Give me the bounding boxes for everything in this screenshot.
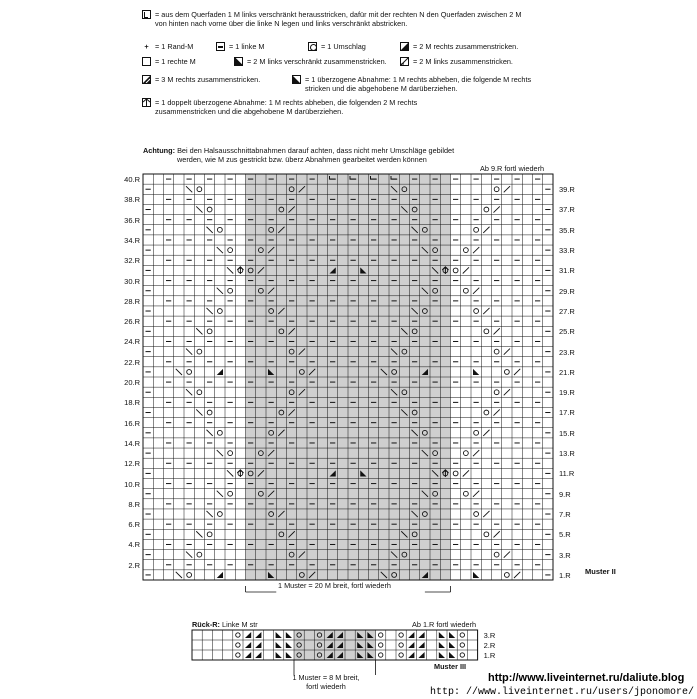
yarn-over-symbol <box>474 227 479 232</box>
k2tog-symbol <box>217 369 223 375</box>
rueck-note <box>192 620 258 629</box>
legend-text: = 1 linke M <box>229 42 265 51</box>
row-label: 32.R <box>124 256 140 266</box>
yarn-over-symbol <box>463 491 468 496</box>
muster-ii-label: Muster II <box>585 567 616 576</box>
yarn-over-symbol <box>197 187 202 192</box>
row-label: 19.R <box>559 388 575 398</box>
row-label: 18.R <box>124 398 140 408</box>
k2tog-symbol <box>245 642 251 648</box>
decrease-line-symbol <box>186 552 192 558</box>
decrease-line-symbol <box>227 267 233 273</box>
yarn-over-symbol <box>399 633 403 637</box>
ssk-symbol <box>439 642 445 648</box>
yarn-over-symbol <box>228 491 233 496</box>
yarn-over-symbol <box>228 451 233 456</box>
row-label: 40.R <box>124 175 140 184</box>
k2tog-symbol <box>255 632 261 638</box>
ssk-symbol <box>473 369 479 375</box>
ssk-symbol <box>286 652 292 658</box>
repeat-from-row1-label: Ab 1.R fortl wiederh <box>412 620 477 629</box>
repeat-from-row9-label: Ab 9.R fortl wiederh <box>480 164 545 173</box>
yarn-over-symbol <box>494 187 499 192</box>
yarn-over-symbol <box>228 288 233 293</box>
row-label: 5.R <box>559 530 571 540</box>
k2tog-symbol <box>418 632 424 638</box>
row-label: 26.R <box>124 317 140 327</box>
decrease-line-symbol <box>504 389 510 395</box>
row-label: 22.R <box>124 357 140 367</box>
row-label: 31.R <box>559 266 575 276</box>
decrease-line-symbol <box>196 206 202 212</box>
row-label: 2.R <box>483 641 496 650</box>
row-label: 34.R <box>124 235 140 245</box>
decrease-line-symbol <box>196 531 202 537</box>
yarn-over-symbol <box>197 552 202 557</box>
yarn-over-symbol <box>379 653 383 657</box>
yarn-over-symbol <box>207 410 212 415</box>
legend-text: = aus dem Querfaden 1 M links verschränkt herausstricken, dafür mit der rechten N den Querfaden zwischen 2 M von hinten nach vorne über die linke N legen und links verschränkt abstricken. <box>155 10 522 28</box>
ssk-symbol <box>439 652 445 658</box>
k2tog-symbol <box>245 632 251 638</box>
chart2-repeat-line-2: fortl wiederh <box>306 682 346 691</box>
decrease-line-symbol <box>217 450 223 456</box>
decrease-line-symbol <box>196 328 202 334</box>
row-label: 29.R <box>559 286 575 296</box>
yarn-over-symbol <box>504 573 509 578</box>
decrease-line-symbol <box>186 349 192 355</box>
yarn-over-symbol <box>217 430 222 435</box>
yarn-over-symbol <box>197 349 202 354</box>
k2tog-symbol <box>255 642 261 648</box>
row-label: 23.R <box>559 347 575 357</box>
k2tog-symbol <box>245 652 251 658</box>
legend-text: = 1 Rand-M <box>155 42 194 51</box>
yarn-over-symbol <box>463 288 468 293</box>
yarn-over-symbol <box>453 268 458 273</box>
k2tog-symbol <box>418 642 424 648</box>
achtung-line-2: werden, wie M zus gestrickt bzw. überz Abnahmen gearbeitet werden können <box>177 155 427 164</box>
watermark-url-1: http://www.liveinternet.ru/daliute.blog <box>488 672 685 684</box>
ssk-symbol <box>439 632 445 638</box>
row-label: 16.R <box>124 418 140 428</box>
yarn-over-symbol <box>484 207 489 212</box>
yarn-over-symbol <box>474 309 479 314</box>
row-label: 17.R <box>559 408 575 418</box>
ssk-symbol <box>473 572 479 578</box>
decrease-line-symbol <box>207 308 213 314</box>
yarn-over-symbol <box>460 633 464 637</box>
decrease-line-symbol <box>176 572 182 578</box>
yarn-over-symbol <box>187 370 192 375</box>
yarn-over-symbol <box>460 643 464 647</box>
yarn-over-symbol <box>463 451 468 456</box>
yarn-over-symbol <box>453 471 458 476</box>
row-label: 14.R <box>124 438 140 448</box>
decrease-line-symbol <box>483 511 489 517</box>
row-label: 9.R <box>559 489 571 499</box>
row-label: 36.R <box>124 215 140 225</box>
legend-text: = 1 Umschlag <box>321 42 366 51</box>
row-label: 6.R <box>128 520 140 530</box>
chart1-repeat-label: 1 Muster = 20 M breit, fortl wiederh <box>278 581 391 590</box>
legend-text: = 1 doppelt überzogene Abnahme: 1 M rechts abheben, die folgenden 2 M rechts zusammenstricken und die abgehobene M darüberziehen. <box>155 98 418 116</box>
decrease-line-symbol <box>473 288 479 294</box>
yarn-over-symbol <box>207 532 212 537</box>
decrease-line-symbol <box>217 247 223 253</box>
yarn-over-symbol <box>494 349 499 354</box>
decrease-line-symbol <box>207 227 213 233</box>
ssk-symbol <box>276 632 282 638</box>
yarn-over-symbol <box>494 552 499 557</box>
ssk-symbol <box>286 632 292 638</box>
row-label: 25.R <box>559 327 575 337</box>
decrease-line-symbol <box>483 308 489 314</box>
decrease-line-symbol <box>483 227 489 233</box>
legend-text: = 1 überzogene Abnahme: 1 M rechts abheben, die folgende M rechts stricken und die abgehobene M darüberziehen. <box>305 75 532 93</box>
yarn-over-symbol <box>484 329 489 334</box>
k2tog-symbol <box>408 652 414 658</box>
row-label: 3.R <box>559 550 571 560</box>
decrease-line-symbol <box>504 349 510 355</box>
decrease-line-symbol <box>207 430 213 436</box>
decrease-line-symbol <box>494 409 500 415</box>
k2tog-symbol <box>418 652 424 658</box>
yarn-over-symbol <box>236 653 240 657</box>
k2tog-symbol <box>408 632 414 638</box>
decrease-line-symbol <box>217 491 223 497</box>
decrease-line-symbol <box>494 206 500 212</box>
k2tog-symbol <box>255 652 261 658</box>
decrease-line-symbol <box>186 186 192 192</box>
decrease-line-symbol <box>504 552 510 558</box>
yarn-over-symbol <box>236 633 240 637</box>
row-label: 35.R <box>559 225 575 235</box>
yarn-over-symbol <box>217 309 222 314</box>
k2tog-symbol <box>217 572 223 578</box>
decrease-line-symbol <box>473 491 479 497</box>
ssk-symbol <box>449 632 455 638</box>
ssk-symbol <box>449 642 455 648</box>
decrease-line-symbol <box>207 511 213 517</box>
row-label: 15.R <box>559 428 575 438</box>
ssk-symbol <box>286 642 292 648</box>
row-label: 7.R <box>559 509 571 519</box>
yarn-over-symbol <box>460 653 464 657</box>
decrease-line-symbol <box>463 267 469 273</box>
ssk-symbol <box>449 652 455 658</box>
row-label: 8.R <box>128 499 140 509</box>
decrease-line-symbol <box>494 328 500 334</box>
decrease-line-symbol <box>494 531 500 537</box>
legend-text: = 1 rechte M <box>155 57 196 66</box>
muster-iii-label: Muster III <box>434 662 467 671</box>
yarn-over-symbol <box>197 390 202 395</box>
yarn-over-symbol <box>474 512 479 517</box>
decrease-line-symbol <box>473 247 479 253</box>
ssk-symbol <box>276 642 282 648</box>
decrease-line-symbol <box>483 430 489 436</box>
achtung-label: Achtung: <box>143 146 176 155</box>
yarn-over-symbol <box>217 512 222 517</box>
yarn-over-symbol <box>217 227 222 232</box>
row-label: 30.R <box>124 276 140 286</box>
row-label: 37.R <box>559 205 575 215</box>
row-label: 21.R <box>559 367 575 377</box>
row-label: 2.R <box>128 560 140 570</box>
row-label: 4.R <box>128 540 140 550</box>
chart2-repeat-label <box>286 673 366 691</box>
row-label: 27.R <box>559 306 575 316</box>
yarn-over-symbol <box>207 329 212 334</box>
decrease-line-symbol <box>504 186 510 192</box>
decrease-line-symbol <box>514 572 520 578</box>
legend-text: = 2 M links zusammenstricken. <box>413 57 513 66</box>
yarn-over-symbol <box>399 643 403 647</box>
rand-symbol-icon: + <box>144 42 149 51</box>
yarn-over-symbol <box>484 532 489 537</box>
decrease-line-symbol <box>473 450 479 456</box>
row-label: 20.R <box>124 378 140 387</box>
yarn-over-symbol <box>379 633 383 637</box>
rueck-label: Rück-R: <box>192 620 220 629</box>
decrease-line-symbol <box>186 389 192 395</box>
decrease-line-symbol <box>463 470 469 476</box>
yarn-over-symbol <box>228 248 233 253</box>
row-label: 38.R <box>124 195 140 205</box>
row-label: 12.R <box>124 459 140 469</box>
chart2-repeat-line-1: 1 Muster = 8 M breit, <box>292 673 360 682</box>
yarn-over-symbol <box>504 370 509 375</box>
row-label: 24.R <box>124 337 140 347</box>
row-label: 33.R <box>559 246 575 256</box>
legend-text: = 2 M links verschränkt zusammenstricken. <box>247 57 387 66</box>
yarn-over-symbol <box>207 207 212 212</box>
rueck-text: Linke M str <box>222 620 258 629</box>
row-label: 13.R <box>559 449 575 459</box>
decrease-line-symbol <box>217 288 223 294</box>
decrease-line-symbol <box>196 409 202 415</box>
decrease-line-symbol <box>176 369 182 375</box>
ssk-symbol <box>276 652 282 658</box>
yarn-over-symbol <box>463 248 468 253</box>
row-label: 11.R <box>559 469 575 479</box>
row-label: 3.R <box>483 631 496 640</box>
yarn-over-symbol <box>187 573 192 578</box>
decrease-line-symbol <box>514 369 520 375</box>
watermark-url-2: http: //www.liveinternet.ru/users/jponomore/ <box>430 687 695 698</box>
row-label: 10.R <box>124 479 140 489</box>
decrease-line-symbol <box>227 470 233 476</box>
row-label: 39.R <box>559 185 575 195</box>
achtung-line-1: Bei den Halsausschnittabnahmen darauf achten, dass nicht mehr Umschläge gebildet <box>177 146 455 155</box>
yarn-over-symbol <box>474 430 479 435</box>
yarn-over-symbol <box>379 643 383 647</box>
yarn-over-symbol <box>494 390 499 395</box>
row-label: 28.R <box>124 296 140 306</box>
legend-text: = 3 M rechts zusammenstricken. <box>155 75 261 84</box>
row-label: 1.R <box>559 570 571 580</box>
legend-text: = 2 M rechts zusammenstricken. <box>413 42 519 51</box>
row-label: 1.R <box>483 651 496 660</box>
yarn-over-symbol <box>399 653 403 657</box>
yarn-over-symbol <box>236 643 240 647</box>
yarn-over-symbol <box>484 410 489 415</box>
k2tog-symbol <box>408 642 414 648</box>
